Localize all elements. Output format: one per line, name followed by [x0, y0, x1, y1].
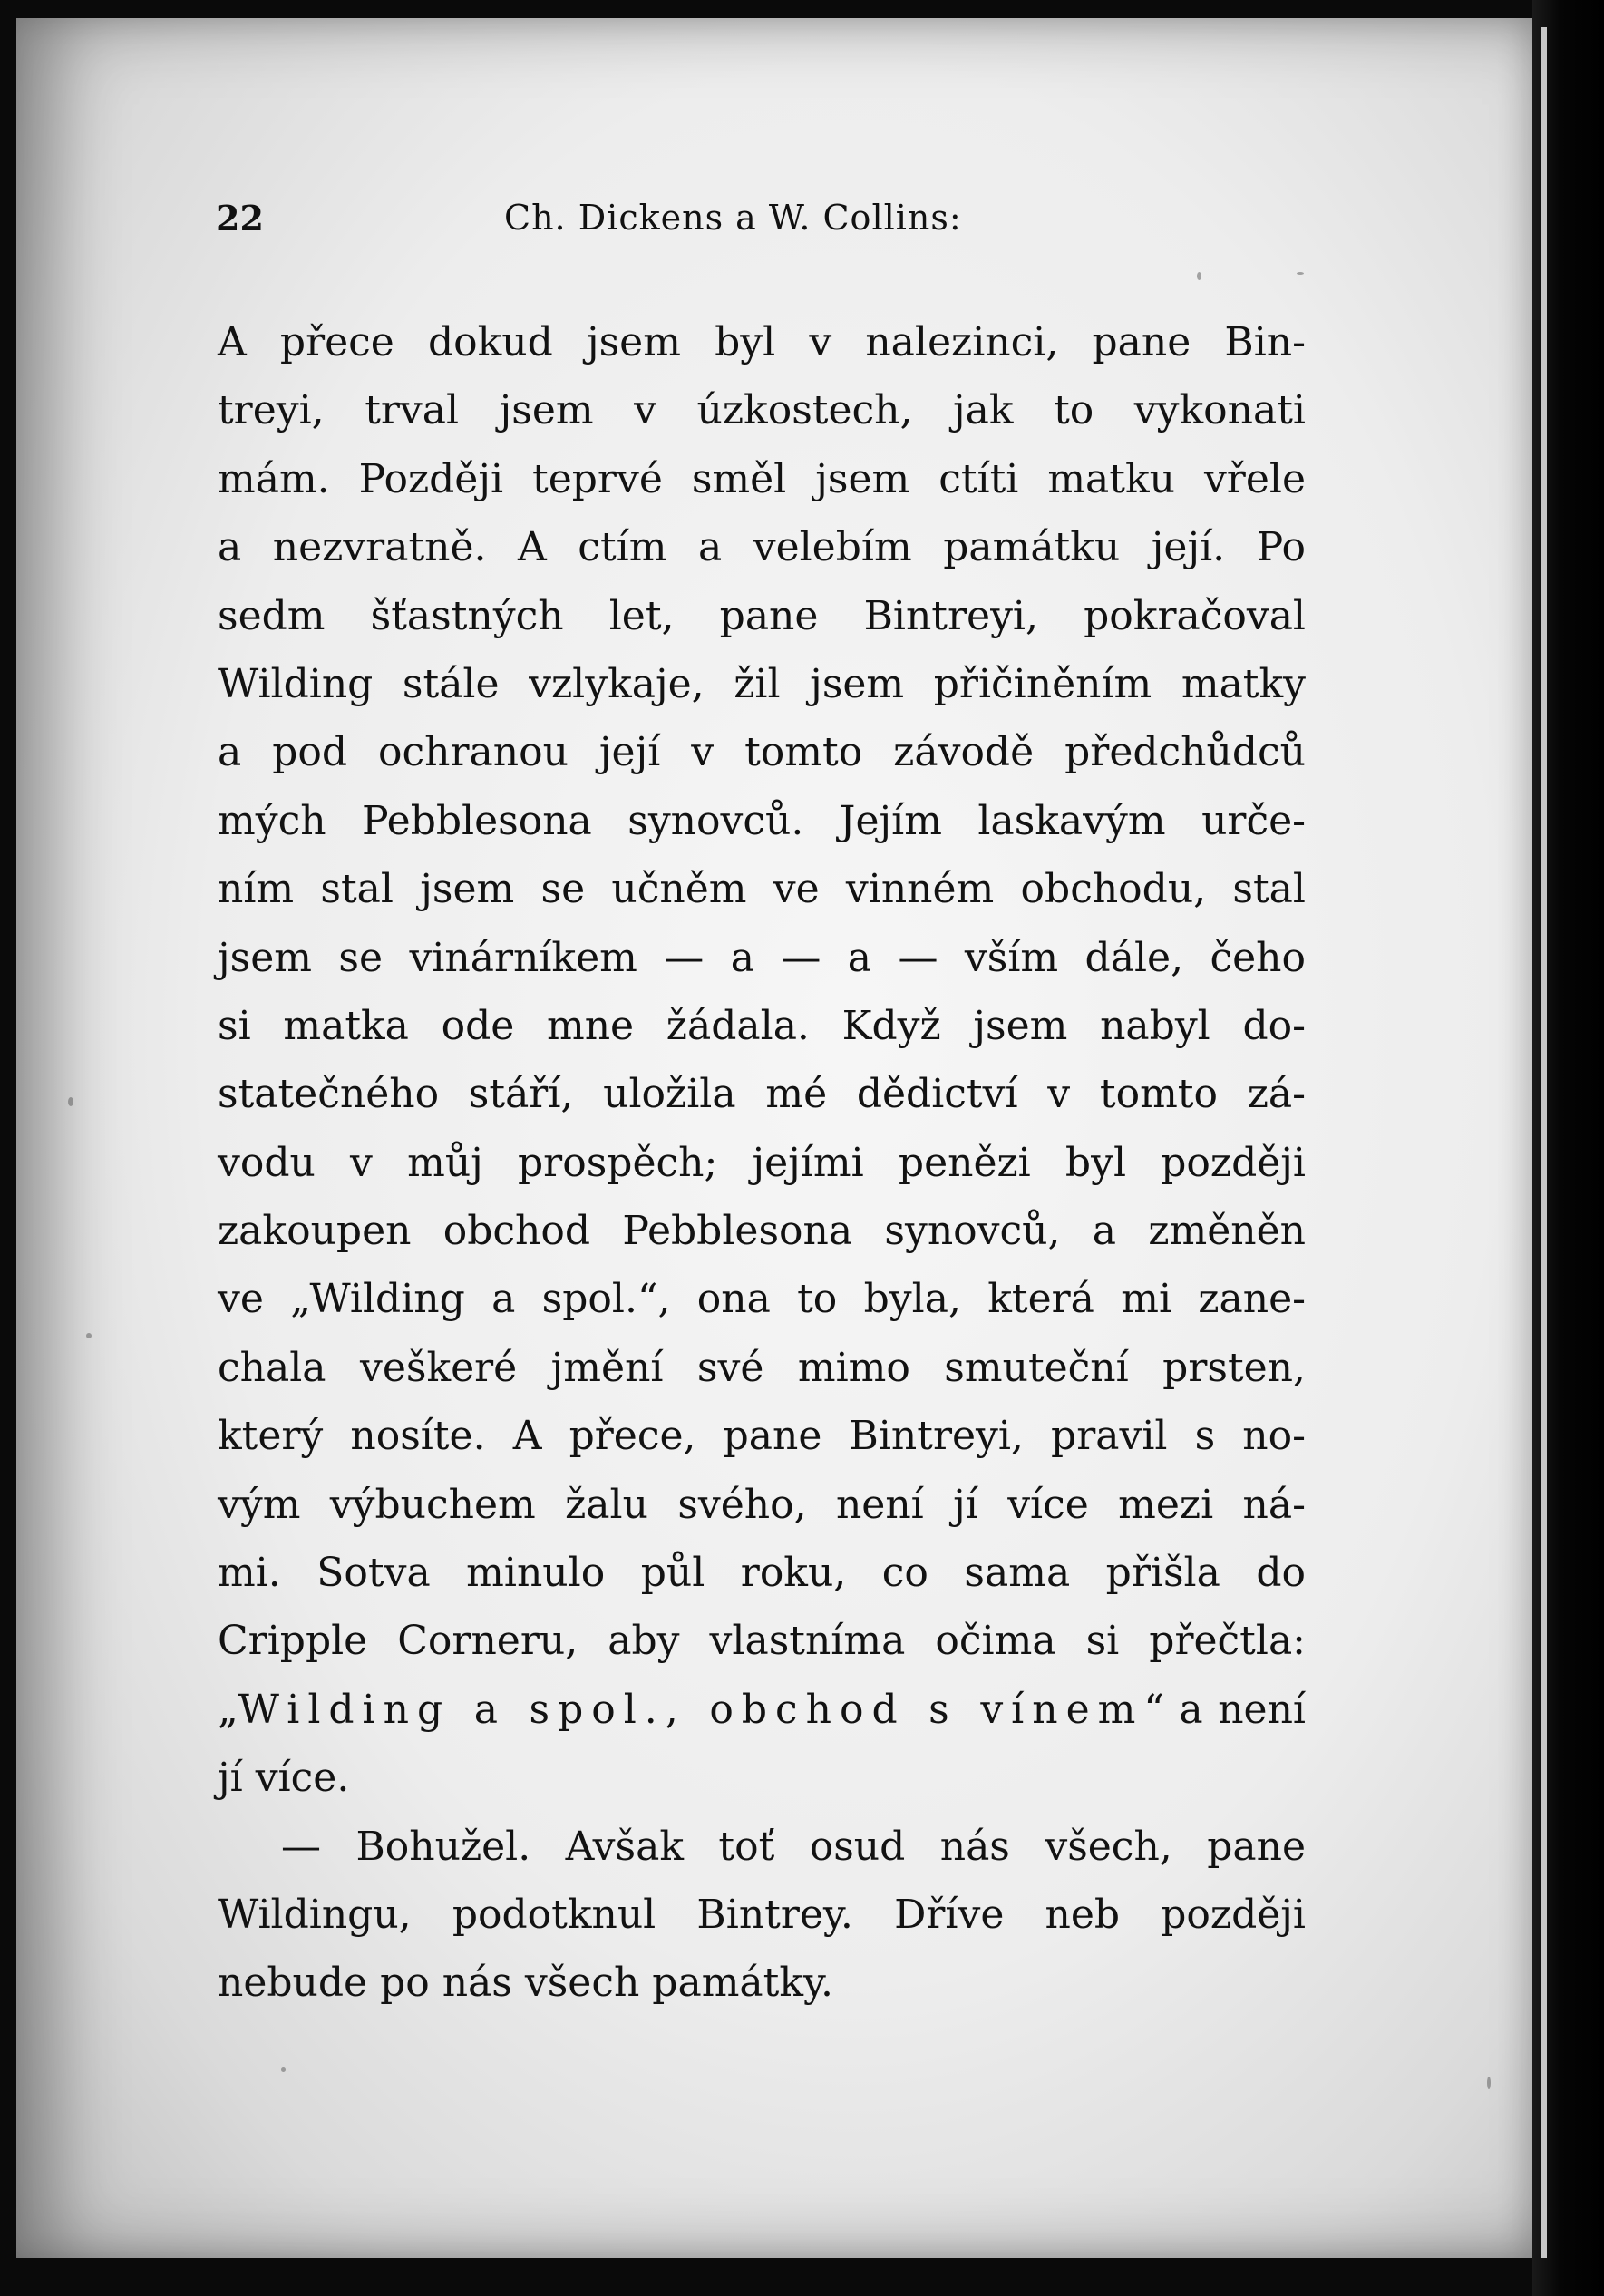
text-line: Wilding stále vzlykaje, žil jsem přičiněním matky: [218, 660, 1306, 707]
paper-speck: [68, 1097, 73, 1106]
page-number: 22: [216, 198, 264, 238]
text-line: chala veškeré jmění své mimo smuteční prsten,: [218, 1344, 1306, 1391]
body-text: [218, 308, 1306, 2018]
adjacent-page-edge: [1541, 27, 1547, 2258]
text-line: nebude po nás všech památky.: [218, 1960, 833, 2007]
text-line: ve „Wilding a spol.“, ona to byla, která mi zane-: [218, 1276, 1306, 1323]
text-line: mých Pebblesona synovců. Jejím laskavým urče-: [218, 797, 1306, 844]
text-line: zakoupen obchod Pebblesona synovců, a změněn: [218, 1208, 1306, 1255]
paper-speck: [86, 1333, 92, 1338]
close-quote: “: [1143, 1686, 1164, 1733]
text-line: a nezvratně. A ctím a velebím památku její. Po: [218, 524, 1306, 571]
spaced-sign-line: [218, 1676, 1306, 1744]
text-line: který nosíte. A přece, pane Bintreyi, pravil s no-: [218, 1413, 1306, 1460]
text-line: jsem se vinárníkem — a — a — vším dále, čeho: [218, 934, 1306, 981]
text-line: Wildingu, podotknul Bintrey. Dříve neb později: [218, 1891, 1306, 1938]
text-line: treyi, trval jsem v úzkostech, jak to vykonati: [218, 387, 1306, 434]
paper-speck: [281, 2067, 286, 2072]
text-line: vodu v můj prospěch; jejími penězi byl později: [218, 1139, 1306, 1186]
text-line: sedm šťastných let, pane Bintreyi, pokračoval: [218, 592, 1306, 639]
text-line: statečného stáří, uložila mé dědictví v tomto zá-: [218, 1071, 1306, 1118]
line-tail: a není: [1163, 1686, 1306, 1733]
text-line: si matka ode mne žádala. Když jsem nabyl do-: [218, 1002, 1306, 1049]
running-head: Ch. Dickens a W. Collins:: [504, 198, 962, 238]
paper-speck: [1487, 2077, 1491, 2089]
text-line: A přece dokud jsem byl v nalezinci, pane Bin-: [218, 319, 1306, 365]
spaced-sign-text: Wilding a spol., obchod s vínem: [238, 1686, 1144, 1733]
text-line: jí více.: [218, 1755, 350, 1802]
text-line: vým výbuchem žalu svého, není jí více mezi ná-: [218, 1481, 1306, 1528]
text-line: mi. Sotva minulo půl roku, co sama přišla do: [218, 1550, 1306, 1597]
text-line: Cripple Corneru, aby vlastníma očima si přečtla:: [218, 1618, 1306, 1665]
paper-speck: [1297, 272, 1304, 275]
text-line: a pod ochranou její v tomto závodě předchůdců: [218, 729, 1306, 776]
page-header: [216, 198, 1032, 252]
text-line: ním stal jsem se učněm ve vinném obchodu, stal: [218, 866, 1306, 913]
paper-speck: [1197, 272, 1201, 280]
text-line: — Bohužel. Avšak toť osud nás všech, pane: [281, 1823, 1306, 1870]
text-line: mám. Později teprvé směl jsem ctíti matku vřele: [218, 455, 1306, 502]
open-quote: „: [218, 1686, 238, 1733]
